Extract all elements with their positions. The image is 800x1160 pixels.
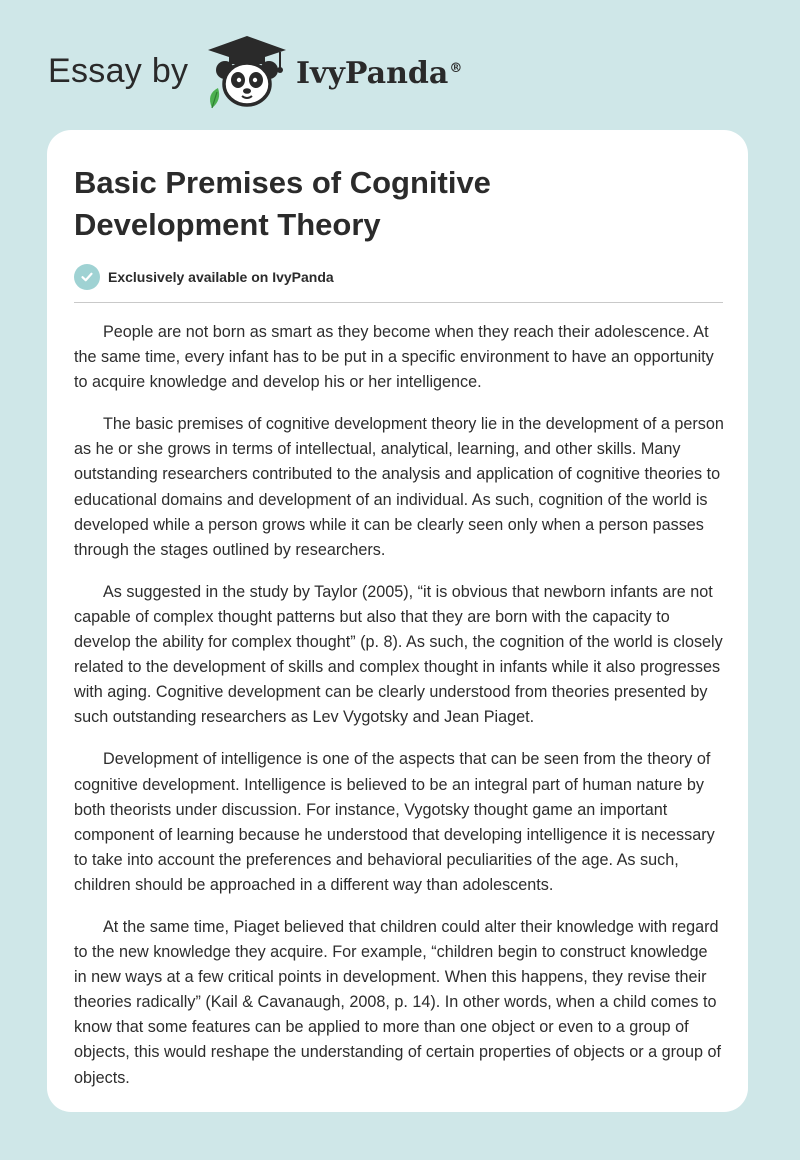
exclusive-badge: [74, 264, 334, 290]
essay-paragraph: As suggested in the study by Taylor (2005), “it is obvious that newborn infants are not capable of complex thought patterns but also that they are born with the capacity to develop the ability for complex thought” (p. 8). As such, the cognition of the world is closely related to the development of skills and complex thought in infants while it also progresses with aging. Cognitive development can be clearly understood from theories presented by such outstanding researchers as Lev Vygotsky and Jean Piaget.: [74, 582, 723, 727]
essay-paragraph: At the same time, Piaget believed that children could alter their knowledge with regard to the new knowledge they acquire. For example, “children begin to construct knowledge in new ways at a few critical points in development. When this happens, they revise their theories radically” (Kail & Cavanaugh, 2008, p. 14). In other words, when a child comes to know that some features can be applied to more than one object or even to a group of objects, this would reshape the understanding of certain properties of objects or a group of objects.: [74, 917, 721, 1087]
essay-body: [74, 320, 724, 1108]
essay-title: Basic Premises of Cognitive Development Theory: [74, 165, 491, 242]
panda-graduation-cap-icon[interactable]: [202, 30, 292, 110]
registered-mark: ®: [449, 61, 463, 76]
divider: [74, 302, 723, 303]
brand-header: [48, 30, 568, 110]
essay-paragraph: The basic premises of cognitive development theory lie in the development of a person as he or she grows in terms of intellectual, analytical, learning, and other skills. Many outstanding researchers contributed to the analysis and application of cognitive theories to educational domains and development of an individual. As such, cognition of the world is developed while a person grows while it can be clearly seen only when a person passes through the stages outlined by researchers.: [74, 415, 724, 559]
brand-prefix: Essay by: [48, 52, 189, 90]
check-circle-icon: [74, 264, 100, 290]
essay-paragraph: Development of intelligence is one of the aspects that can be seen from the theory of cognitive development. Intelligence is believed to be an integral part of human nature by both theorists under discussion. For instance, Vygotsky thought game an important component of learning because he understood that developing intelligence it is necessary to take into account the preferences and behavioral peculiarities of the age. As such, children should be approached in a different way than adolescents.: [74, 750, 715, 894]
essay-paragraph: People are not born as smart as they become when they reach their adolescence. At the same time, every infant has to be put in a specific environment to have an opportunity to acquire knowledge and develop his or her intelligence.: [74, 323, 714, 392]
brand-name[interactable]: IvyPanda®: [296, 56, 463, 91]
essay-card: [47, 130, 748, 1112]
exclusive-text: Exclusively available on IvyPanda: [108, 269, 334, 285]
